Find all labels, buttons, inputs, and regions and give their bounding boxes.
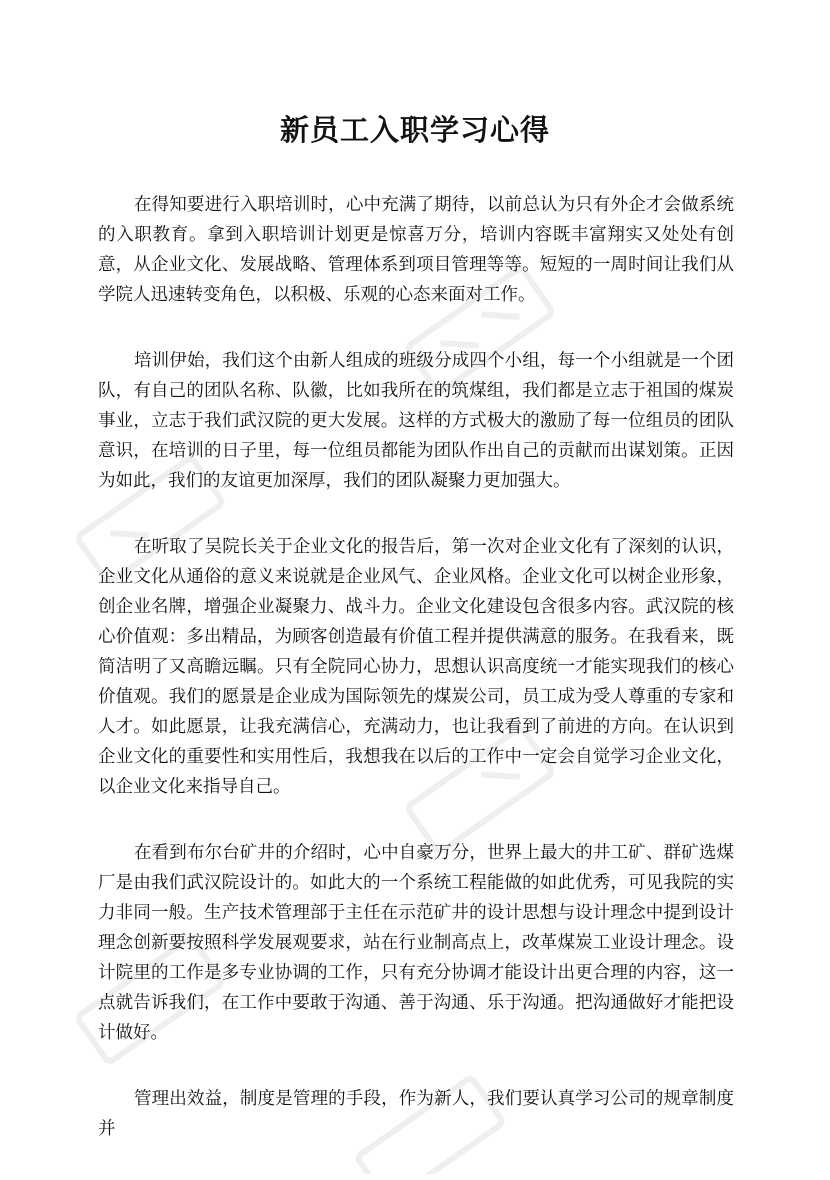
document-title: 新员工入职学习心得: [279, 113, 550, 147]
paragraph-1: 在得知要进行入职培训时，心中充满了期待，以前总认为只有外企才会做系统的入职教育。拿到入职培训计划更是惊喜万分，培训内容既丰富翔实又处处有创意，从企业文化、发展战略、管理体系到项目管理等等。短短的一周时间让我们从学院人迅速转变角色，以积极、乐观的心态来面对工作。: [98, 195, 734, 305]
paragraph-5: 管理出效益，制度是管理的手段，作为新人，我们要认真学习公司的规章制度并: [98, 1089, 734, 1139]
paragraph-4: 在看到布尔台矿井的介绍时，心中自豪万分，世界上最大的井工矿、群矿选煤厂是由我们武汉院设计的。如此大的一个系统工程能做的如此优秀，可见我院的实力非同一般。生产技术管理部于主任在示范矿井的设计思想与设计理念中提到设计理念创新要按照科学发展观要求，站在行业制高点上，改革煤炭工业设计理念。设计院里的工作是多专业协调的工作，只有充分协调才能设计出更合理的内容，这一点就告诉我们，在工作中要敢于沟通、善于沟通、乐于沟通。把沟通做好才能把设计做好。: [98, 843, 734, 1043]
document-body: [98, 190, 734, 1180]
paragraph-3: 在听取了吴院长关于企业文化的报告后，第一次对企业文化有了深刻的认识，企业文化从通俗的意义来说就是企业风气、企业风格。企业文化可以树企业形象，创企业名牌，增强企业凝聚力、战斗力。企业文化建设包含很多内容。武汉院的核心价值观：多出精品，为顾客创造最有价值工程并提供满意的服务。在我看来，既简洁明了又高瞻远瞩。只有全院同心协力，思想认识高度统一才能实现我们的核心价值观。我们的愿景是企业成为国际领先的煤炭公司，员工成为受人尊重的专家和人才。如此愿景，让我充满信心，充满动力，也让我看到了前进的方向。在认识到企业文化的重要性和实用性后，我想我在以后的工作中一定会自觉学习企业文化，以企业文化来指导自己。: [98, 537, 734, 797]
paragraph-2: 培训伊始，我们这个由新人组成的班级分成四个小组，每一个小组就是一个团队，有自己的团队名称、队徽，比如我所在的筑煤组，我们都是立志于祖国的煤炭事业，立志于我们武汉院的更大发展。这样的方式极大的激励了每一位组员的团队意识，在培训的日子里，每一位组员都能为团队作出自己的贡献而出谋划策。正因为如此，我们的友谊更加深厚，我们的团队凝聚力更加强大。: [98, 351, 734, 491]
